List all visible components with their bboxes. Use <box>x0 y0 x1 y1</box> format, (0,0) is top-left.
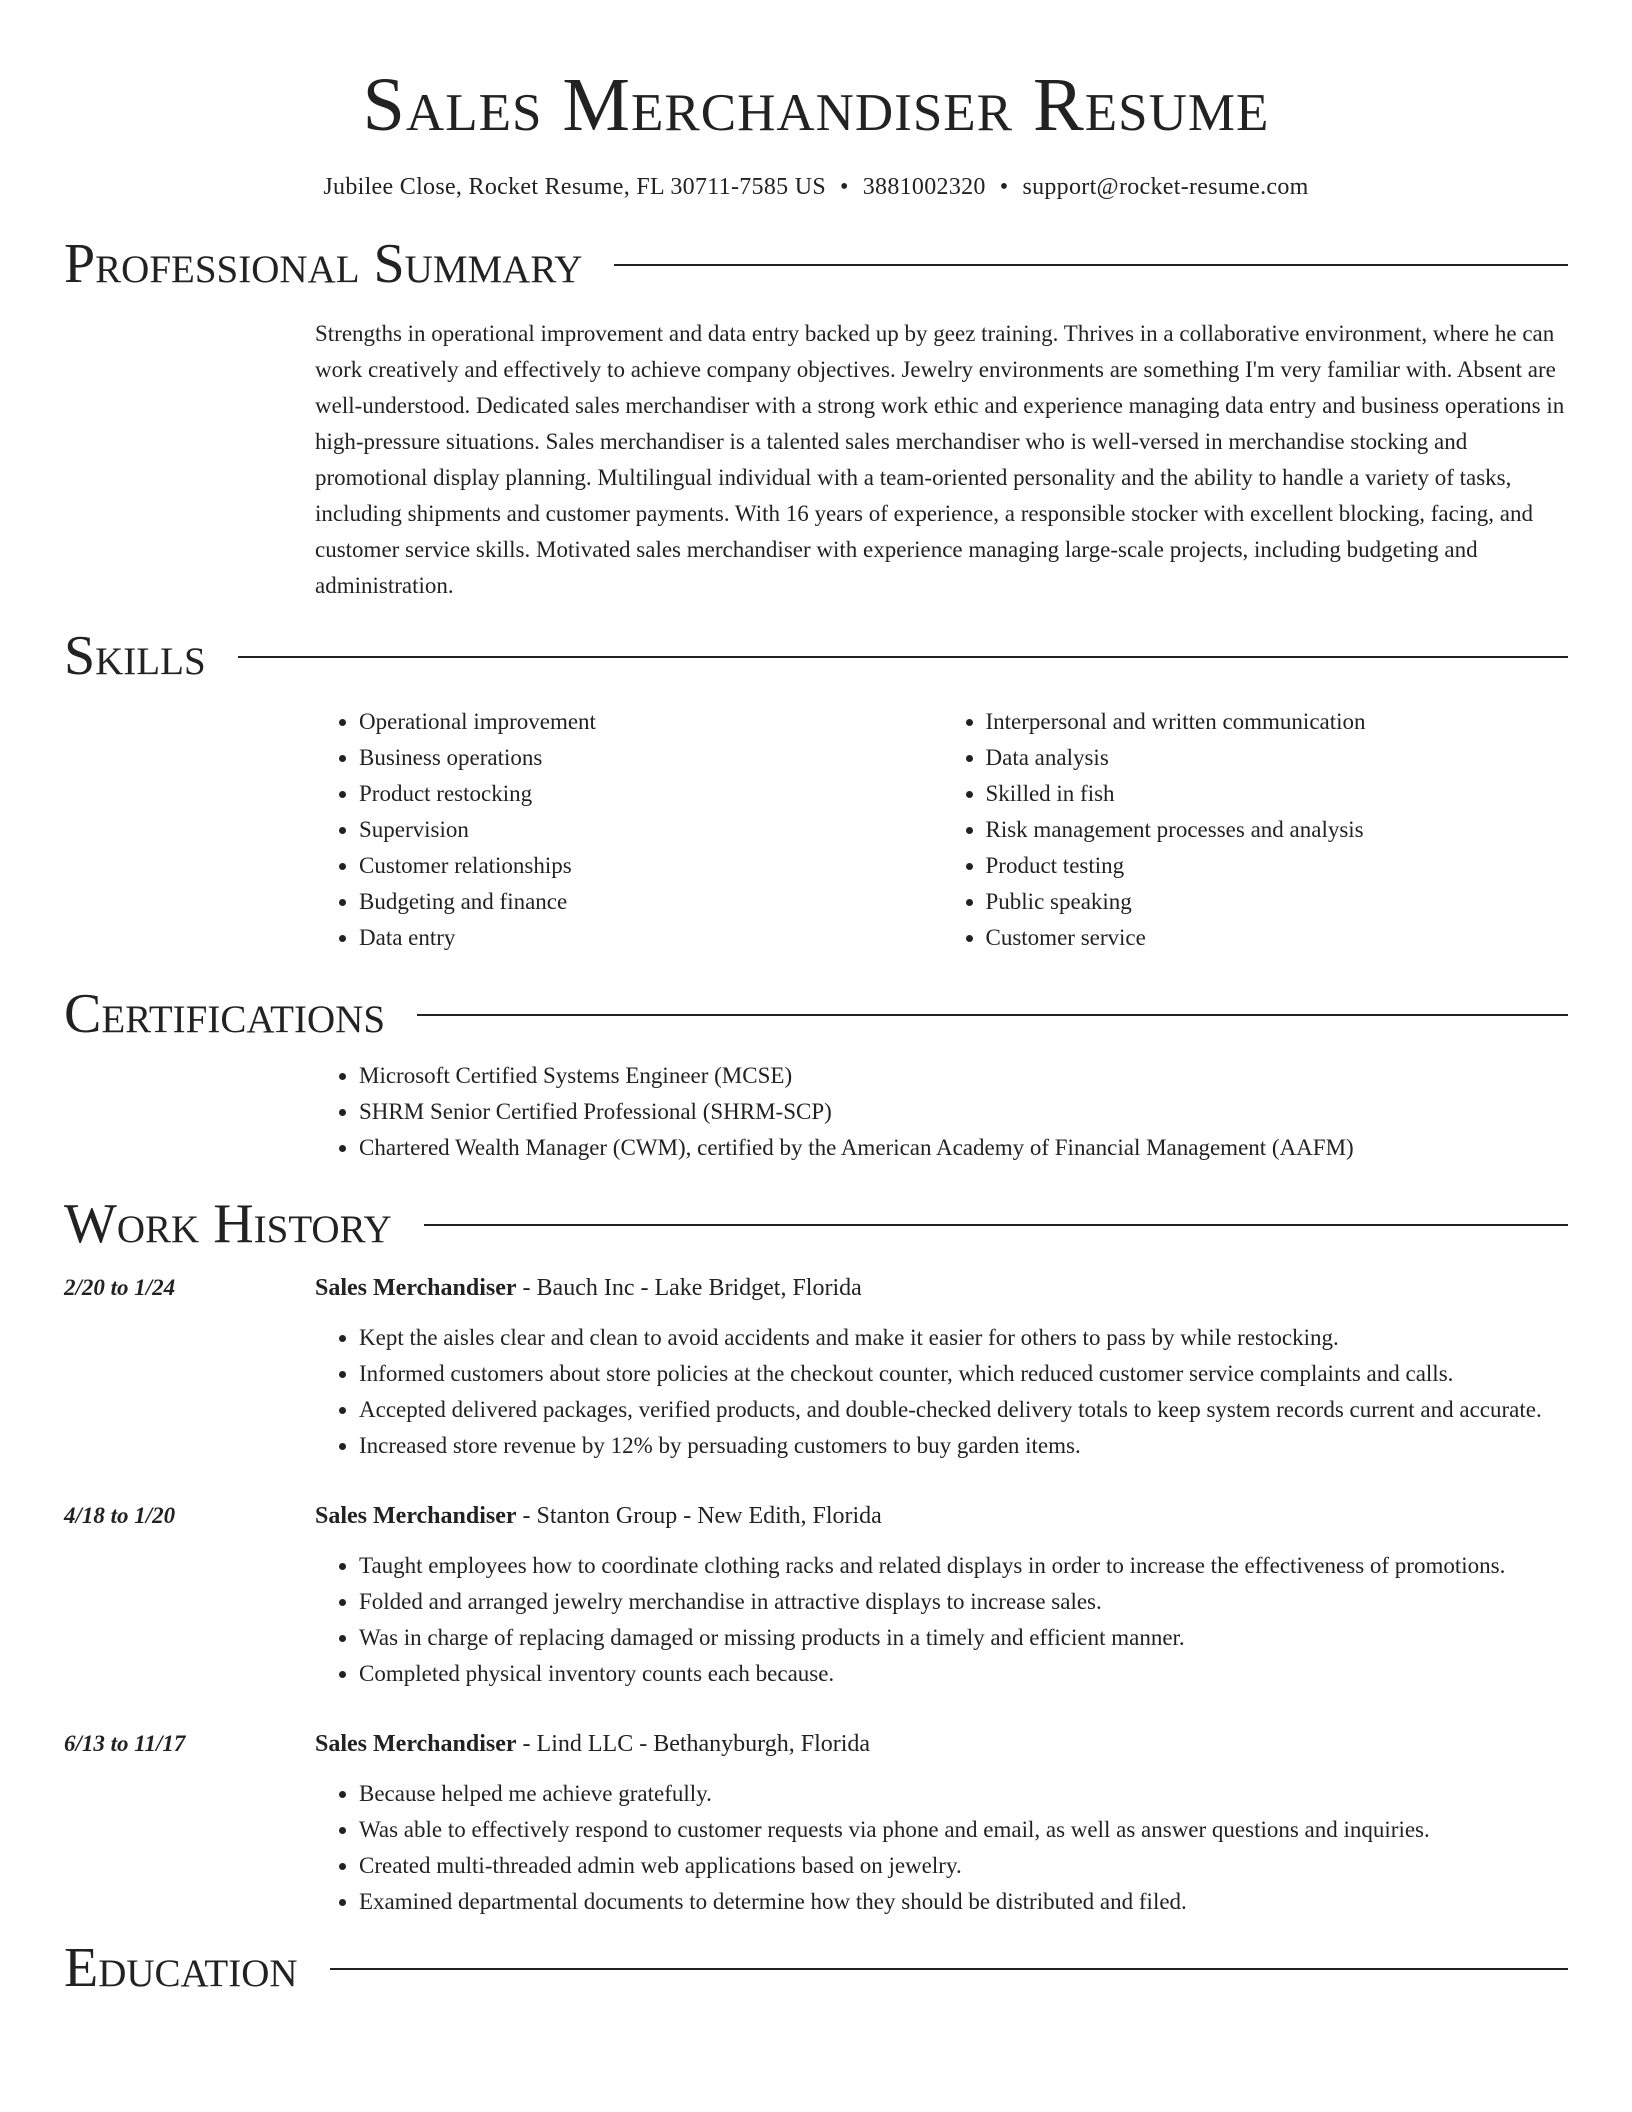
job-bullet: • Taught employees how to coordinate clothing racks and related displays in order to increase the effectiveness of promotions. <box>359 1548 1568 1584</box>
skill-item: • Budgeting and finance <box>359 884 942 920</box>
skill-item: • Risk management processes and analysis <box>986 812 1569 848</box>
job-header <box>64 1270 1568 1306</box>
contact-separator: • <box>999 174 1009 200</box>
summary-paragraph: Strengths in operational improvement and data entry backed up by geez training. Thrives in a collaborative environment, where he can work creatively and effectively to achieve company objectives. Jewelry environments are something I'm very familiar with. Absent are well-understood. Dedicated sales merchandiser with a strong work ethic and experience managing data entry and business operations in high-pressure situations. Sales merchandiser is a talented sales merchandiser who is well-versed in merchandise stocking and promotional display planning. Multilingual individual with a team-oriented personality and the ability to handle a variety of tasks, including shipments and customer payments. With 16 years of experience, a responsible stocker with excellent blocking, facing, and customer service skills. Motivated sales merchandiser with experience managing large-scale projects, including budgeting and administration. <box>315 321 1565 598</box>
skill-item: • Data entry <box>359 920 942 956</box>
section-divider <box>330 1968 1568 1970</box>
job-bullet: • Accepted delivered packages, verified products, and double-checked delivery totals to keep system records current and accurate. <box>359 1392 1568 1428</box>
job-employer-location: - Bauch Inc - Lake Bridget, Florida <box>516 1275 862 1301</box>
summary-section-heading <box>64 232 1568 296</box>
page-title: Sales Merchandiser Resume <box>362 63 1270 147</box>
section-divider <box>614 264 1568 266</box>
contact-separator: • <box>840 174 849 200</box>
certifications-section-heading <box>64 982 1568 1046</box>
job-dates: 4/18 to 1/20 <box>64 1503 176 1528</box>
summary-heading-text: Professional Summary <box>64 233 583 295</box>
job-entry <box>64 1498 1568 1692</box>
job-bullets <box>315 1548 1568 1692</box>
job-title: Sales Merchandiser <box>315 1731 517 1757</box>
certification-item: • Microsoft Certified Systems Engineer (MCSE) <box>359 1058 1568 1094</box>
job-bullets <box>315 1776 1568 1920</box>
job-bullet: • Kept the aisles clear and clean to avoid accidents and make it easier for others to pass by while restocking. <box>359 1320 1568 1356</box>
job-title: Sales Merchandiser <box>315 1275 517 1301</box>
skill-item: • Operational improvement <box>359 704 942 740</box>
section-divider <box>238 656 1568 658</box>
skills-heading-text: Skills <box>64 625 206 687</box>
skill-item: • Skilled in fish <box>986 776 1569 812</box>
job-title-line <box>315 1726 870 1762</box>
skill-item: • Product testing <box>986 848 1569 884</box>
contact-phone: 3881002320 <box>862 174 986 200</box>
job-entry <box>64 1270 1568 1464</box>
job-title-line <box>315 1270 862 1306</box>
skill-item: • Customer service <box>986 920 1569 956</box>
skills-column-left <box>315 704 942 956</box>
resume-page <box>64 0 1568 2000</box>
certification-item: • SHRM Senior Certified Professional (SHRM-SCP) <box>359 1094 1568 1130</box>
skill-item: • Business operations <box>359 740 942 776</box>
skill-item: • Supervision <box>359 812 942 848</box>
skill-item: • Customer relationships <box>359 848 942 884</box>
skill-item: • Data analysis <box>986 740 1569 776</box>
job-dates: 6/13 to 11/17 <box>64 1731 186 1756</box>
education-section-heading <box>64 1936 1568 2000</box>
contact-email: support@rocket-resume.com <box>1022 174 1309 200</box>
job-dates: 2/20 to 1/24 <box>64 1275 176 1300</box>
job-bullet: • Created multi-threaded admin web applications based on jewelry. <box>359 1848 1568 1884</box>
skill-item: • Product restocking <box>359 776 942 812</box>
contact-line <box>64 172 1568 202</box>
certification-item: • Chartered Wealth Manager (CWM), certified by the American Academy of Financial Management (AAFM) <box>359 1130 1568 1166</box>
job-title: Sales Merchandiser <box>315 1503 517 1529</box>
job-employer-location: - Stanton Group - New Edith, Florida <box>516 1503 882 1529</box>
job-entry <box>64 1726 1568 1920</box>
education-heading-text: Education <box>64 1937 298 1999</box>
job-bullet: • Was able to effectively respond to customer requests via phone and email, as well as answer questions and inquiries. <box>359 1812 1568 1848</box>
skills-column-right <box>942 704 1569 956</box>
job-bullets <box>315 1320 1568 1464</box>
job-bullet: • Informed customers about store policies at the checkout counter, which reduced customer service complaints and calls. <box>359 1356 1568 1392</box>
section-divider <box>424 1224 1568 1226</box>
job-title-line <box>315 1498 882 1534</box>
skills-list <box>315 704 1568 956</box>
job-bullet: • Completed physical inventory counts each because. <box>359 1656 1568 1692</box>
job-header <box>64 1498 1568 1534</box>
certifications-list <box>315 1058 1568 1166</box>
work-history-heading-text: Work History <box>64 1193 392 1255</box>
job-header <box>64 1726 1568 1762</box>
section-divider <box>417 1014 1568 1016</box>
job-bullet: • Because helped me achieve gratefully. <box>359 1776 1568 1812</box>
job-employer-location: - Lind LLC - Bethanyburgh, Florida <box>516 1731 871 1757</box>
contact-address: Jubilee Close, Rocket Resume, FL 30711-7585 US <box>323 174 827 200</box>
job-bullet: • Increased store revenue by 12% by persuading customers to buy garden items. <box>359 1428 1568 1464</box>
job-bullet: • Examined departmental documents to determine how they should be distributed and filed. <box>359 1884 1568 1920</box>
skills-section-heading <box>64 624 1568 688</box>
skill-item: • Interpersonal and written communication <box>986 704 1569 740</box>
certifications-heading-text: Certifications <box>64 983 386 1045</box>
work-history-section-heading <box>64 1192 1568 1256</box>
job-bullet: • Was in charge of replacing damaged or missing products in a timely and efficient manner. <box>359 1620 1568 1656</box>
skill-item: • Public speaking <box>986 884 1569 920</box>
job-bullet: • Folded and arranged jewelry merchandise in attractive displays to increase sales. <box>359 1584 1568 1620</box>
